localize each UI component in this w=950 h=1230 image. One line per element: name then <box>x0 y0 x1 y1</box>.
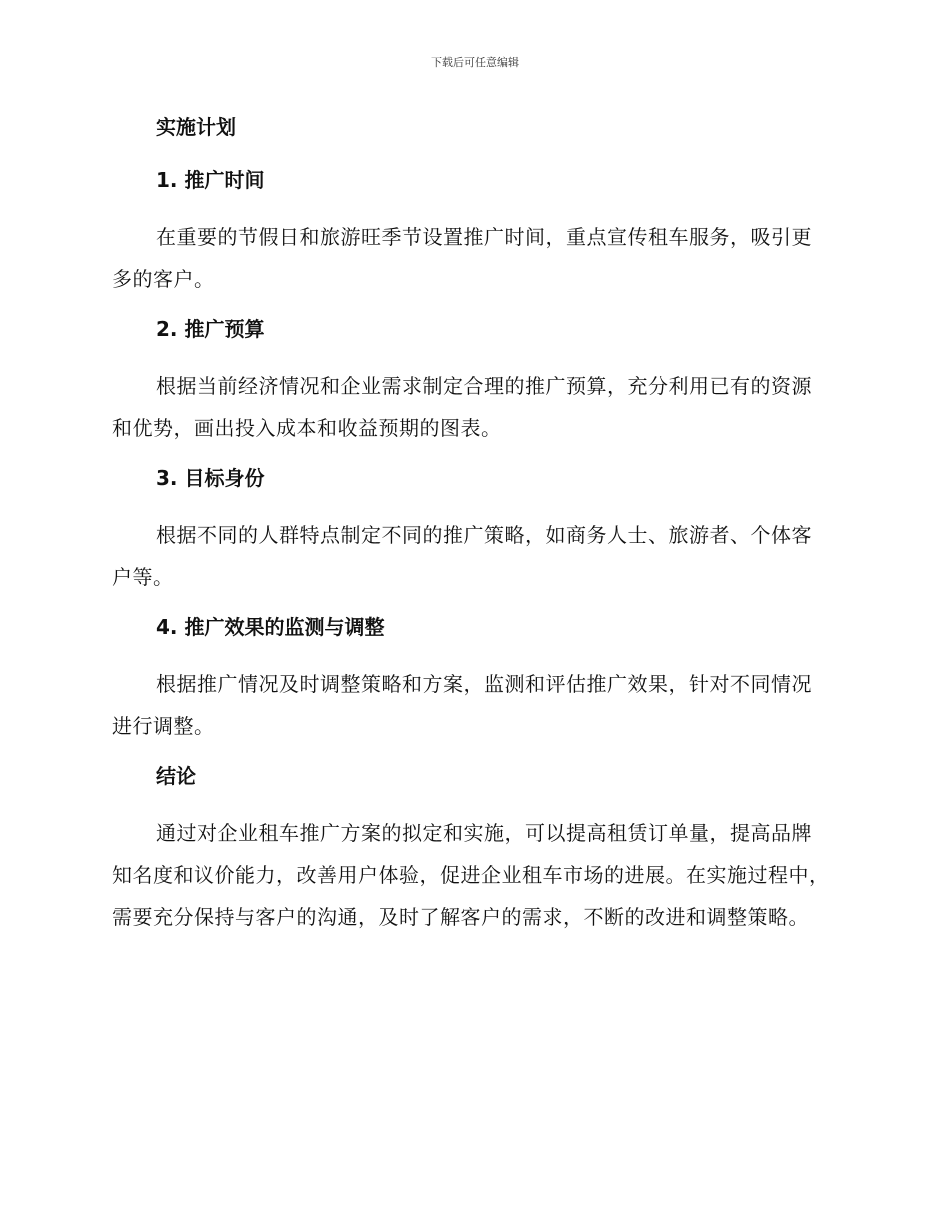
document-body <box>112 110 832 938</box>
heading-promotion-time: 1. 推广时间 <box>156 168 265 192</box>
header-note: 下载后可任意编辑 <box>431 56 519 69</box>
heading-promotion-budget: 2. 推广预算 <box>156 317 265 341</box>
heading-monitoring: 4. 推广效果的监测与调整 <box>156 615 385 639</box>
heading-conclusion: 结论 <box>156 764 196 788</box>
heading-target-identity: 3. 目标身份 <box>156 466 265 490</box>
para-promotion-budget: 根据当前经济情况和企业需求制定合理的推广预算，充分利用已有的资源和优势，画出投入成本和收益预期的图表。 <box>112 374 812 440</box>
heading-plan: 实施计划 <box>156 115 236 139</box>
para-conclusion: 通过对企业租车推广方案的拟定和实施，可以提高租赁订单量，提高品牌知名度和议价能力，改善用户体验，促进企业租车市场的进展。在实施过程中，需要充分保持与客户的沟通，及时了解客户的需求，不断的改进和调整策略。 <box>112 821 830 929</box>
para-monitoring: 根据推广情况及时调整策略和方案，监测和评估推广效果，针对不同情况进行调整。 <box>112 672 812 738</box>
para-promotion-time: 在重要的节假日和旅游旺季节设置推广时间，重点宣传租车服务，吸引更多的客户。 <box>112 225 812 291</box>
para-target-identity: 根据不同的人群特点制定不同的推广策略，如商务人士、旅游者、个体客户等。 <box>112 523 812 589</box>
